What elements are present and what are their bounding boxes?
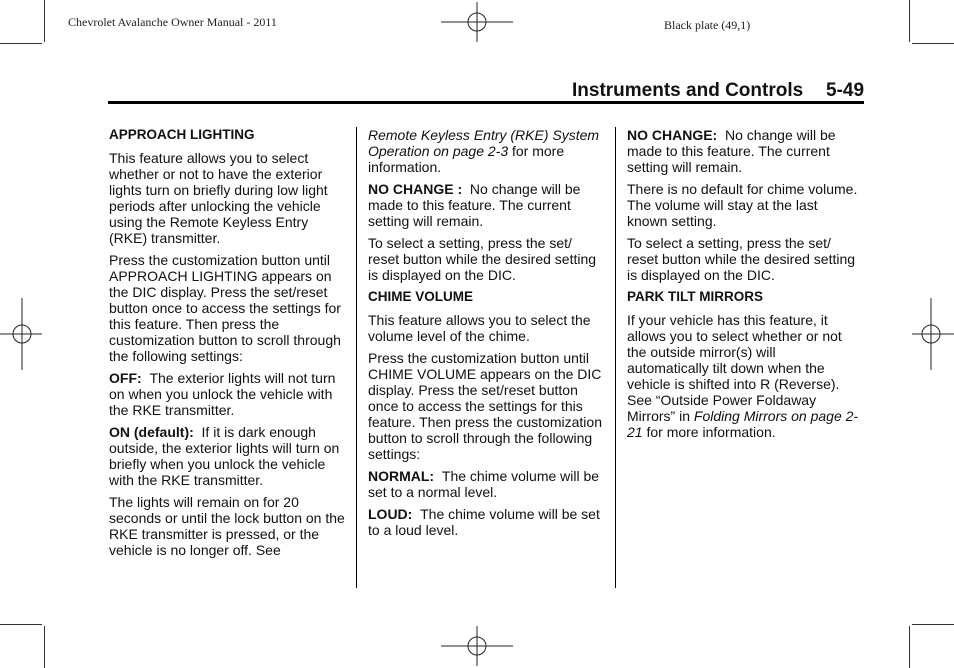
park-tilt-mirrors-text <box>627 312 859 440</box>
crop-mark-bottom-left-v <box>44 626 45 668</box>
no-change-setting <box>368 181 606 229</box>
park-tilt-mirrors-heading: PARK TILT MIRRORS <box>627 289 763 304</box>
chime-no-change-label: NO CHANGE: <box>627 127 718 143</box>
off-label: OFF: <box>109 370 142 386</box>
normal-label: NORMAL: <box>368 468 435 484</box>
off-text: The exterior lights will not turn on when you unlock the vehicle with the RKE transmitter. <box>109 370 336 418</box>
section-title: Instruments and Controls <box>572 80 804 101</box>
crop-mark-bottom-left-h <box>0 624 42 625</box>
crop-mark-bottom-right-v <box>909 626 910 668</box>
chime-volume-intro: This feature allows you to select the volume level of the chime. <box>368 312 591 344</box>
approach-lighting-intro: This feature allows you to select whether or not to have the exterior lights turn on briefly during low light periods after unlocking the vehicle using the Remote Keyless Entry (RKE) transmitter. <box>109 150 328 246</box>
column-divider-2 <box>615 127 616 588</box>
lights-remain-text: The lights will remain on for 20 seconds or until the lock button on the RKE transmitter is pressed, or the vehicle is no longer off. See <box>109 494 345 558</box>
page-number: 5-49 <box>826 80 865 101</box>
chime-default-text: There is no default for chime volume. The volume will stay at the last known setting. <box>627 181 858 229</box>
off-setting <box>109 370 345 418</box>
park-tilt-text-a: If your vehicle has this feature, it allows you to select whether or not the outside mirror(s) will automatically tilt down when the vehicle is shifted into R (Reverse). See “Outside Power Foldaway Mirrors” in <box>627 312 842 424</box>
plate-label: Black plate (49,1) <box>664 18 751 32</box>
column-3 <box>627 127 859 446</box>
on-label: ON (default): <box>109 424 194 440</box>
registration-mark-top-icon <box>441 2 513 42</box>
on-setting <box>109 424 345 488</box>
normal-setting <box>368 468 606 500</box>
chime-volume-heading: CHIME VOLUME <box>368 289 474 304</box>
normal-text: The chime volume will be set to a normal level. <box>368 468 600 500</box>
column-2 <box>368 127 606 544</box>
crop-mark-top-left-v <box>44 0 45 42</box>
crop-mark-top-right-h <box>912 43 954 44</box>
folding-mirrors-link[interactable]: Folding Mirrors on page 2-21 <box>627 408 859 440</box>
chime-select-setting-text: To select a setting, press the set/ reset button while the desired setting is displayed on the DIC. <box>627 235 856 283</box>
crop-mark-top-right-v <box>909 0 910 42</box>
rke-reference-tail: for more information. <box>368 143 565 175</box>
no-change-label: NO CHANGE : <box>368 181 463 197</box>
loud-label: LOUD: <box>368 506 413 522</box>
chime-no-change-text: No change will be made to this feature. The current setting will remain. <box>627 127 836 175</box>
chime-no-change-setting <box>627 127 859 175</box>
column-divider-1 <box>356 127 357 588</box>
crop-mark-bottom-right-h <box>912 624 954 625</box>
no-change-text: No change will be made to this feature. The current setting will remain. <box>368 181 581 229</box>
registration-mark-left-icon <box>0 298 42 370</box>
loud-setting <box>368 506 606 538</box>
manual-title: Chevrolet Avalanche Owner Manual - 2011 <box>68 15 277 29</box>
rke-reference-link[interactable]: Remote Keyless Entry (RKE) System Operation on page 2-3 <box>368 127 600 159</box>
header-rule <box>108 101 864 104</box>
column-1 <box>109 127 345 564</box>
loud-text: The chime volume will be set to a loud level. <box>368 506 600 538</box>
chime-volume-instructions: Press the customization button until CHIME VOLUME appears on the DIC display. Press the set/reset button once to access the settings for this feature. Then press the customization button to scroll through the following settings: <box>368 350 602 462</box>
approach-lighting-instructions: Press the customization button until APPROACH LIGHTING appears on the DIC display. Press the set/reset button once to access the settings for this feature. Then press the customization button to scroll through the following settings: <box>109 252 341 364</box>
park-tilt-text-b: for more information. <box>646 424 776 440</box>
rke-reference <box>368 127 606 175</box>
select-setting-text: To select a setting, press the set/ reset button while the desired setting is displayed on the DIC. <box>368 235 597 283</box>
registration-mark-right-icon <box>912 298 954 370</box>
approach-lighting-heading: APPROACH LIGHTING <box>109 127 255 142</box>
crop-mark-top-left-h <box>0 43 42 44</box>
registration-mark-bottom-icon <box>441 626 513 666</box>
on-text: If it is dark enough outside, the exterior lights will turn on briefly when you unlock the vehicle with the RKE transmitter. <box>109 424 340 488</box>
